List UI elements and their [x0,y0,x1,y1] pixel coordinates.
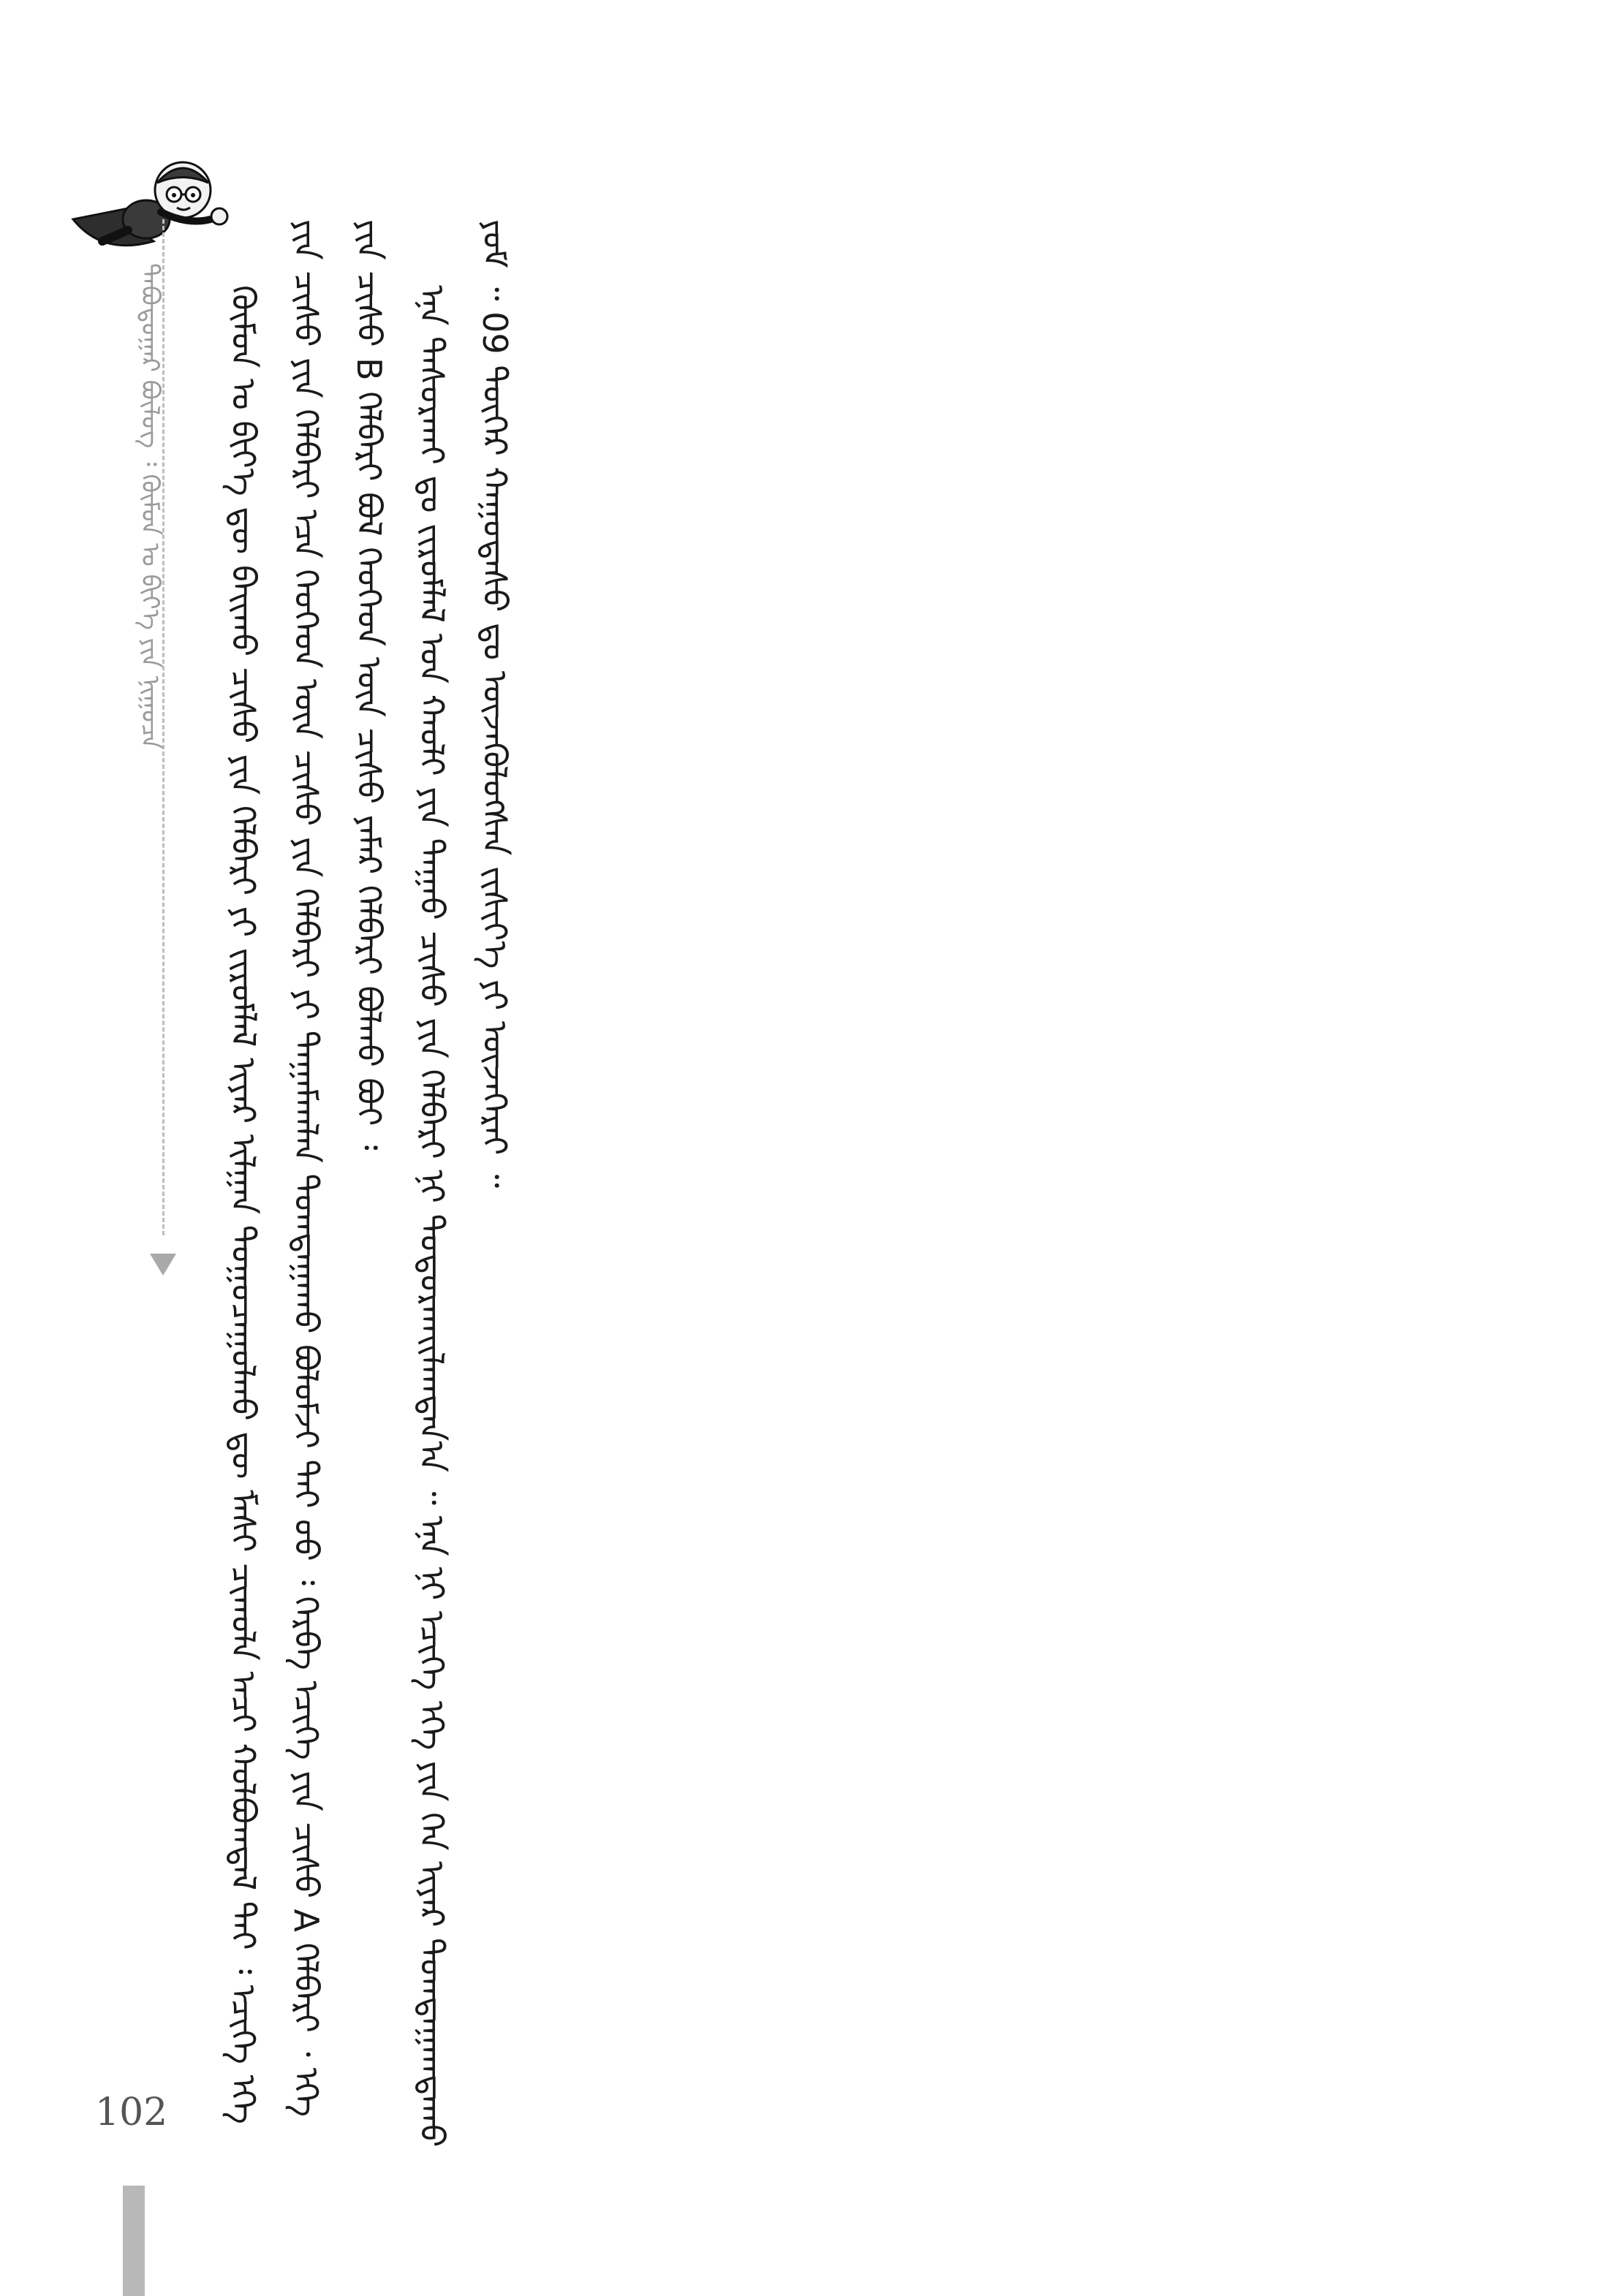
body-paragraph-1: ᠬᠦᠮᠦᠨ ᠤ ᠪᠢᠶ᠎ᠡ ᠳᠦ ᠪᠠᠢᠬᠤ ᠴᠢᠰᠤ ᠶᠢᠨ ᠬᠡᠯᠪᠡᠷᠢ ᠶᠢ ᠵᠢᠷᠤᠮᠯᠠᠯ ᠢᠶᠠᠷ ᠢᠯᠭᠠᠨ ᠲᠣᠭᠤᠴᠠᠭᠤᠯᠬᠤ ᠳᠦ ᠮᠠᠰᠢ ᠴᠢᠬᠤᠯᠠ ᠠᠴᠢ ᠬᠣᠯᠪᠣᠭᠳᠠᠯ ᠲᠠᠢ ᠄ ᠡᠴᠢᠭᠡ ᠡᠬᠡ ᠶᠢᠨ ᠴᠢᠰᠤ ᠶᠢᠨ ᠬᠡᠯᠪᠡᠷᠢ ᠡᠴᠡ ᠬᠡᠦᠬᠡᠳ ᠦᠨ ᠴᠢᠰᠤ ᠶᠢᠨ ᠬᠡᠯᠪᠡᠷᠢ ᠶᠢ ᠲᠠᠭᠠᠮᠠᠭᠯᠠᠨ ᠲᠣᠭᠲᠠᠭᠠᠬᠤ ᠪᠣᠯᠤᠮᠵᠢ ᠲᠠᠢ ᠤᠤ ᠄ ᠬᠡᠷᠪᠡ ᠡᠴᠢᠭᠡ ᠶᠢᠨ ᠴᠢᠰᠤ A ᠬᠡᠯᠪᠡᠷᠢ ᠂ ᠡᠬᠡ ᠶᠢᠨ ᠴᠢᠰᠤ B ᠬᠡᠯᠪᠡᠷᠢ ᠪᠣᠯ ᠬᠡᠦᠬᠡᠳ ᠦᠨ ᠴᠢᠰᠤ ᠶᠠᠮᠠᠷ ᠬᠡᠯᠪᠡᠷᠢ ᠪᠣᠯᠬᠤ ᠪᠤᠢ ᠄ [224,219,389,2124]
page-number: 102 [95,2091,168,2134]
body-paragraph-2: ᠡᠨᠡ ᠲᠠᠰᠤᠷᠬᠠᠢ ᠳᠤ ᠵᠢᠷᠤᠮᠯᠠᠯ ᠤᠨ ᠬᠠᠤᠯᠢ ᠶᠢᠨ ᠳᠠᠭᠠᠤ ᠴᠢᠰᠤ ᠶᠢᠨ ᠬᠡᠯᠪᠡᠷᠢ ᠨᠢ ᠲᠣᠳᠣᠷᠬᠠᠢᠯᠠᠭᠳᠠᠨ᠎ᠠ ᠃ ᠡᠨᠡ ᠨᠢ ᠡᠴᠢᠭᠡ ᠡᠬᠡ ᠶᠢᠨ ᠭᠡᠨ ᠢᠶᠡᠷ ᠲᠣᠭᠲᠠᠭᠠᠭᠳᠠᠬᠤ ᠶᠤᠮ ᠃ 09 ᠳᠦᠭᠡᠷ ᠬᠠᠭᠤᠳᠠᠰᠤ ᠳᠤ ᠦᠵᠡᠭᠦᠯᠦᠭᠰᠡᠨ ᠵᠢᠱᠢᠶ᠎ᠡ ᠶᠢ ᠦᠵᠡᠭᠡᠷᠡᠢ ᠃ [412,219,515,2148]
body-text [212,219,1491,2156]
cartoon-boy-flying-icon [58,132,234,270]
running-header: ᠲᠠᠪᠤᠳᠤᠭᠠᠷ ᠪᠦᠯᠦᠭ ᠄ ᠬᠦᠮᠦᠨ ᠤ ᠪᠢᠶ᠎ᠡ ᠶᠢᠨ ᠨᠢᠭᠤᠴᠠ [135,263,164,749]
triangle-marker-icon [150,1254,176,1276]
page-edge-bar [123,2186,145,2296]
